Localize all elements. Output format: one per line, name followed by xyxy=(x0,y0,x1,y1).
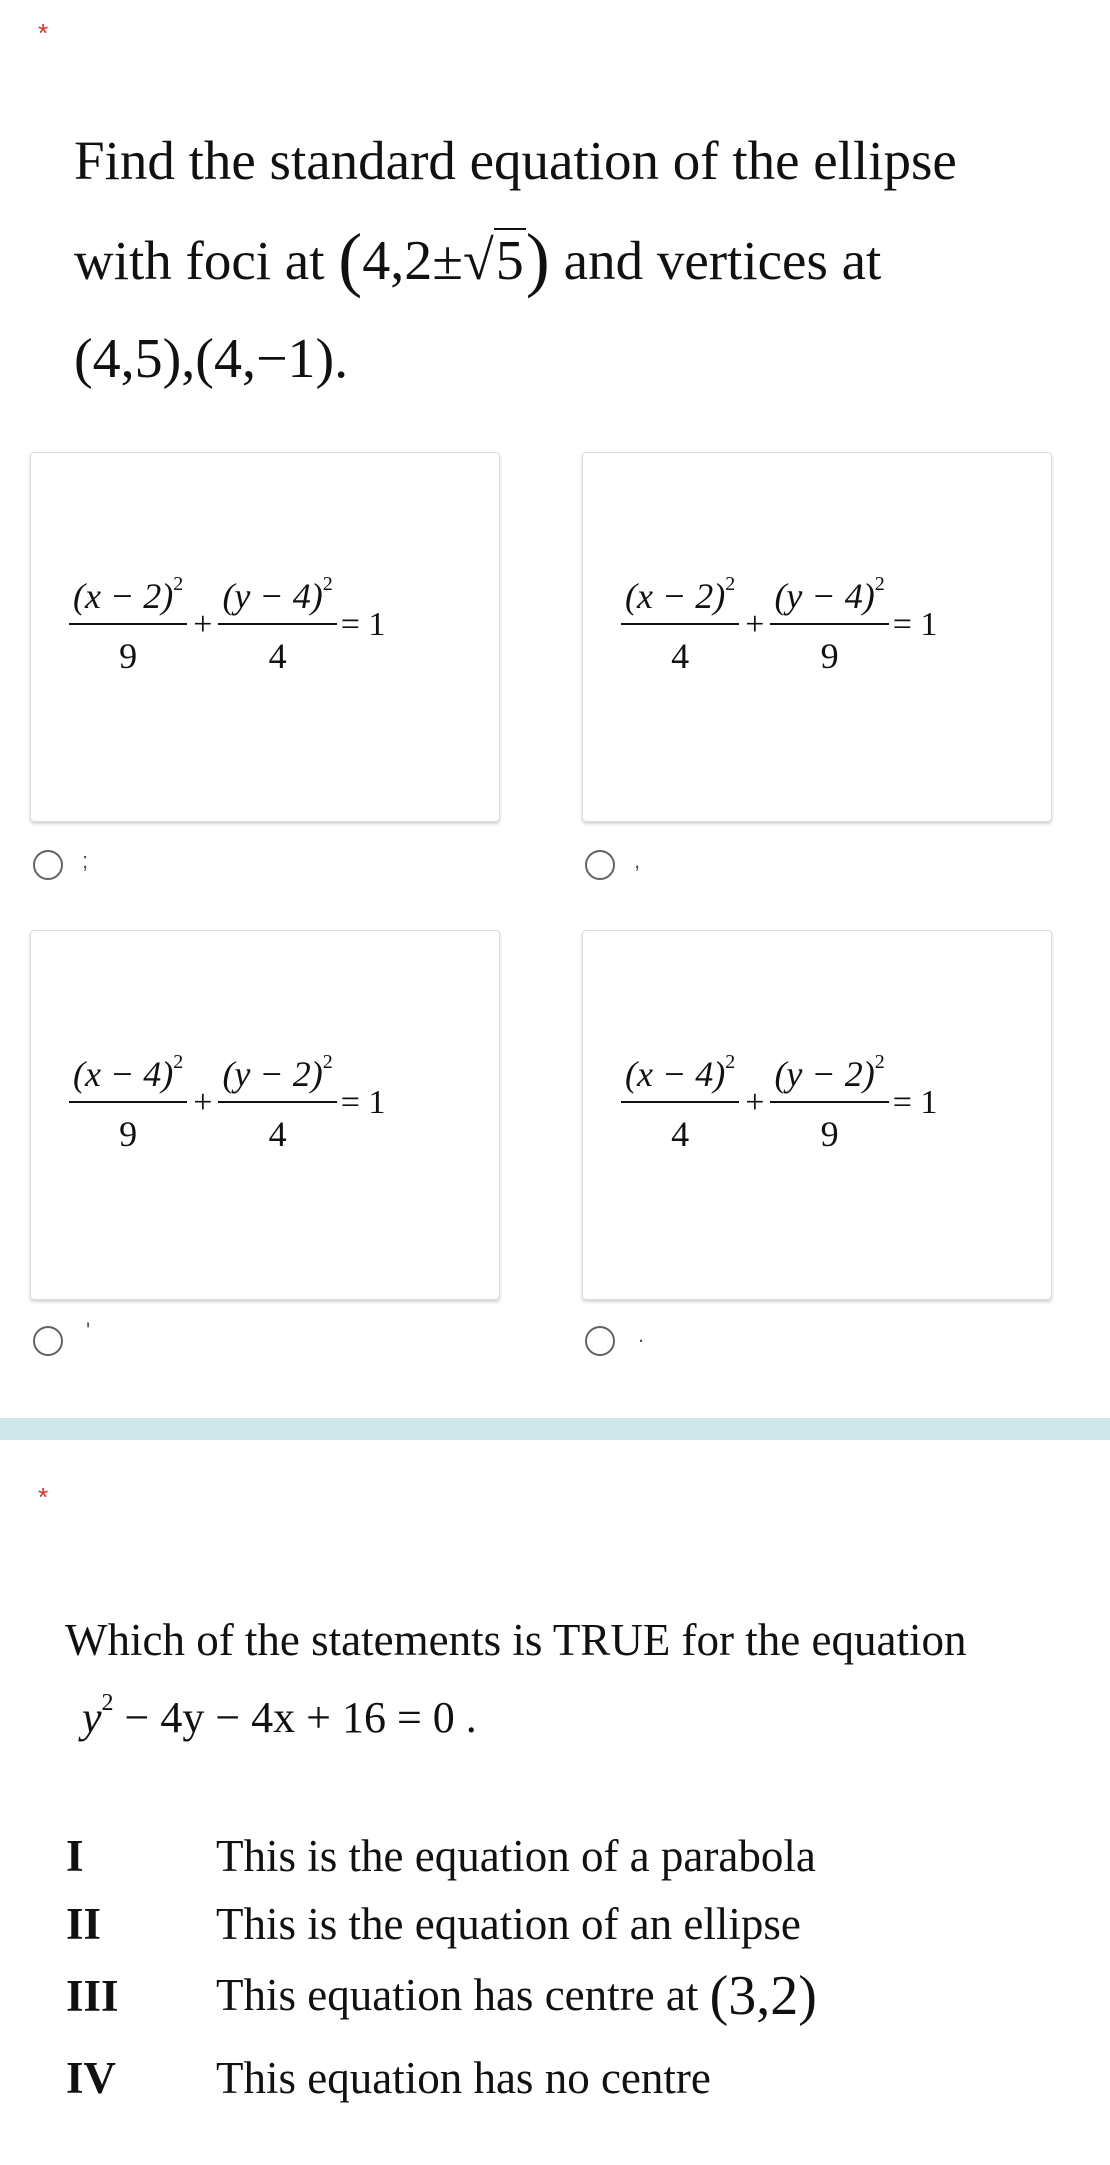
fraction-y xyxy=(770,1051,888,1155)
eq-exponent: 2 xyxy=(101,1690,114,1716)
numerator-x: (x − 4) xyxy=(625,1054,726,1094)
option-mark-3: ' xyxy=(86,1318,91,1343)
statement-4 xyxy=(66,2052,711,2104)
foci-expression: (4,2±√5) xyxy=(338,230,563,292)
option-formula-4 xyxy=(621,1051,937,1155)
statement-text: This is the equation of an ellipse xyxy=(216,1899,801,1949)
exponent: 2 xyxy=(725,1051,736,1073)
option-card-4[interactable] xyxy=(582,930,1052,1300)
exponent: 2 xyxy=(322,1051,333,1073)
numerator-y: (y − 2) xyxy=(774,1054,875,1094)
denominator-y: 9 xyxy=(820,636,839,676)
statement-numeral: III xyxy=(66,1971,119,2021)
option-card-1[interactable] xyxy=(30,452,500,822)
denominator-y: 9 xyxy=(820,1114,839,1154)
plus-sign: + xyxy=(193,1084,213,1121)
foci-x: 4 xyxy=(362,230,391,292)
option-formula-3 xyxy=(69,1051,385,1155)
option-formula-2 xyxy=(621,573,937,677)
option-mark-2: , xyxy=(634,848,641,873)
option-formula-1 xyxy=(69,573,385,677)
option-radio-3[interactable] xyxy=(33,1326,63,1356)
statement-3 xyxy=(66,1964,817,2028)
plus-sign: + xyxy=(193,606,213,643)
statement-numeral: I xyxy=(66,1831,84,1881)
statement-1 xyxy=(66,1830,816,1882)
fraction-x xyxy=(69,1051,187,1155)
exponent: 2 xyxy=(874,573,885,595)
fraction-y xyxy=(218,1051,336,1155)
foci-pm: ± xyxy=(432,230,463,292)
statement-numeral: II xyxy=(66,1899,102,1949)
exponent: 2 xyxy=(725,573,736,595)
numerator-x: (x − 4) xyxy=(73,1054,174,1094)
question2-equation xyxy=(82,1690,477,1743)
exponent: 2 xyxy=(173,573,184,595)
exponent: 2 xyxy=(322,573,333,595)
denominator-x: 9 xyxy=(119,636,138,676)
vertices-expression: (4,5),(4,−1). xyxy=(74,328,349,390)
option-radio-4[interactable] xyxy=(585,1326,615,1356)
required-asterisk-q1: * xyxy=(38,18,49,48)
question1-line1: Find the standard equation of the ellipse xyxy=(74,130,957,191)
equals-one: = 1 xyxy=(892,1084,938,1121)
question1-line2-prefix: with foci at xyxy=(74,230,325,291)
numerator-x: (x − 2) xyxy=(625,576,726,616)
plus-sign: + xyxy=(745,606,765,643)
statement-numeral: IV xyxy=(66,2053,117,2103)
statement-text: This is the equation of a parabola xyxy=(216,1831,816,1881)
equals-one: = 1 xyxy=(340,1084,386,1121)
question1-line2-suffix: and vertices at xyxy=(563,230,882,291)
fraction-y xyxy=(218,573,336,677)
statement-2 xyxy=(66,1898,801,1950)
sqrt-symbol: √5 xyxy=(462,230,524,292)
denominator-y: 4 xyxy=(268,1114,287,1154)
option-radio-2[interactable] xyxy=(585,850,615,880)
question2-prompt: Which of the statements is TRUE for the equation xyxy=(65,1615,967,1665)
option-radio-1[interactable] xyxy=(33,850,63,880)
denominator-x: 4 xyxy=(671,636,690,676)
numerator-y: (y − 4) xyxy=(222,576,323,616)
question1-line2 xyxy=(74,210,1074,310)
denominator-x: 9 xyxy=(119,1114,138,1154)
exponent: 2 xyxy=(173,1051,184,1073)
fraction-x xyxy=(69,573,187,677)
centre-point: (3,2) xyxy=(709,1965,817,2027)
question1-text xyxy=(74,112,1074,408)
eq-rest: − 4y − 4x + 16 = 0 . xyxy=(124,1693,477,1742)
equals-one: = 1 xyxy=(340,606,386,643)
numerator-y: (y − 4) xyxy=(774,576,875,616)
option-card-2[interactable] xyxy=(582,452,1052,822)
eq-variable: y xyxy=(82,1693,102,1742)
numerator-x: (x − 2) xyxy=(73,576,174,616)
denominator-y: 4 xyxy=(268,636,287,676)
exponent: 2 xyxy=(874,1051,885,1073)
fraction-x xyxy=(621,1051,739,1155)
numerator-y: (y − 2) xyxy=(222,1054,323,1094)
equals-one: = 1 xyxy=(892,606,938,643)
fraction-x xyxy=(621,573,739,677)
statement-text-main: This equation has centre at xyxy=(216,1970,699,2020)
plus-sign: + xyxy=(745,1084,765,1121)
required-asterisk-q2: * xyxy=(38,1482,49,1512)
option-card-3[interactable] xyxy=(30,930,500,1300)
foci-radicand: 5 xyxy=(495,230,524,292)
section-divider xyxy=(0,1418,1110,1440)
fraction-y xyxy=(770,573,888,677)
statement-text xyxy=(216,1964,817,2028)
denominator-x: 4 xyxy=(671,1114,690,1154)
foci-y: 2 xyxy=(404,230,433,292)
statement-text: This equation has no centre xyxy=(216,2053,711,2103)
option-mark-4: . xyxy=(638,1322,645,1347)
option-mark-1: ; xyxy=(82,848,89,873)
